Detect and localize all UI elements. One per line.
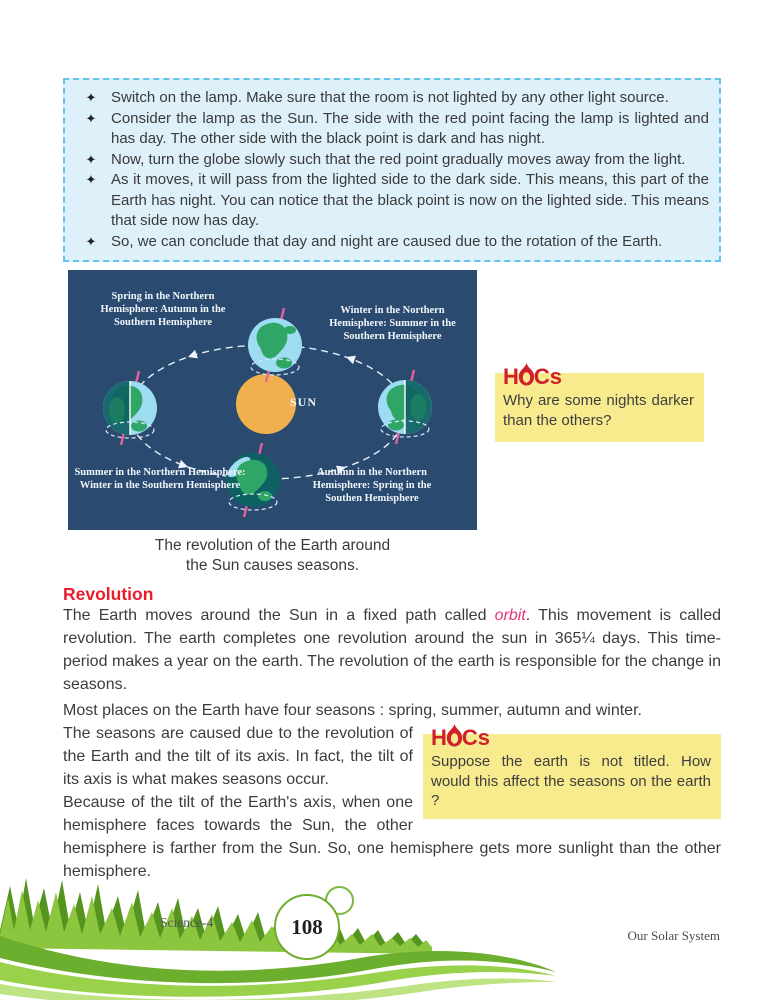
para1-before-orbit: The Earth moves around the Sun in a fixed path called	[63, 607, 495, 624]
season-label-bottom-right: Autumn in the Northern Hemisphere: Spring in the Southen Hemisphere	[312, 467, 432, 504]
orbit-keyword: orbit	[494, 607, 526, 624]
hocs-logo-cs: Cs	[461, 725, 491, 750]
section-heading-revolution: Revolution	[63, 584, 154, 604]
flame-icon	[446, 724, 463, 748]
hocs-logo-h: H	[503, 364, 519, 389]
bullet-text: Now, turn the globe slowly such that the red point gradually moves away from the light.	[111, 150, 686, 168]
hocs-logo	[431, 720, 711, 750]
diagram-caption	[68, 536, 477, 576]
hocs-logo	[503, 359, 694, 389]
paragraph-revolution-1	[63, 604, 721, 696]
seasons-text-block	[63, 699, 721, 883]
paragraph-tilt-effect: Because of the tilt of the Earth's axis, when one hemisphere faces towards the Sun, the other hemisphere is farther from the Sun. So, one hemisphere gets more sunlight than the other hemisphere.	[63, 794, 721, 880]
diamond-bullet-icon: ✦	[85, 90, 97, 105]
hocs-logo-cs: Cs	[533, 364, 563, 389]
hocs-question: Why are some nights darker than the others?	[503, 392, 694, 429]
paragraph-seasons-intro: Most places on the Earth have four seasons : spring, summer, autumn and winter.	[63, 702, 642, 719]
bullet-text: Consider the lamp as the Sun. The side with the red point facing the lamp is lighted and has day. The other side with the black point is dark and has night.	[111, 109, 709, 147]
diamond-bullet-icon: ✦	[85, 233, 97, 249]
list-item	[71, 88, 709, 109]
hocs-logo-h: H	[431, 725, 447, 750]
diamond-bullet-icon: ✦	[85, 172, 97, 187]
bullet-text: As it moves, it will pass from the lighted side to the dark side. This means, this part of the Earth has night. You can notice that the black point is now on the lighted side. This means that side now has day.	[111, 171, 709, 229]
list-item	[71, 170, 709, 232]
activity-instructions-box	[63, 78, 721, 262]
diamond-bullet-icon: ✦	[85, 151, 97, 167]
season-label-top-left: Spring in the Northern Hemisphere: Autumn in the Southern Hemisphere	[100, 291, 226, 328]
para1-after-orbit: . This movement is called revolution. The earth completes one revolution around the sun in 365¼ days. This time-period makes a year on the earth. The revolution of the earth is responsible for the change in seasons.	[63, 607, 721, 693]
list-item	[71, 232, 709, 253]
flame-icon	[518, 363, 535, 387]
page-number-badge: 108	[274, 894, 340, 960]
paragraph-seasons-cause: The seasons are caused due to the revolution of the Earth and the tilt of its axis. In fact, the tilt of its axis is what makes seasons occur.	[63, 725, 413, 788]
caption-line-1: The revolution of the Earth around	[154, 537, 391, 554]
bullet-text: Switch on the lamp. Make sure that the room is not lighted by any other light source.	[111, 89, 669, 106]
hocs-box-2	[423, 725, 721, 819]
hocs-question: Suppose the earth is not titled. How would this affect the seasons on the earth ?	[431, 753, 711, 809]
season-label-bottom-left: Summer in the Northern Hemisphere: Winter in the Southern Hemisphere	[74, 467, 246, 491]
footer-chapter-title: Our Solar System	[627, 928, 720, 943]
season-label-top-right: Winter in the Northern Hemisphere: Summer in the Southern Hemisphere	[329, 305, 456, 342]
sun-label: SUN	[290, 395, 318, 409]
hocs-box-1	[495, 364, 704, 442]
caption-line-2: the Sun causes seasons.	[185, 557, 360, 574]
list-item	[71, 150, 709, 171]
sun-graphic	[236, 374, 296, 434]
list-item	[71, 109, 709, 150]
seasons-diagram	[68, 270, 477, 530]
bullet-text: So, we can conclude that day and night are caused due to the rotation of the Earth.	[111, 232, 663, 250]
footer-book-title: Science-4	[160, 915, 214, 930]
diamond-bullet-icon: ✦	[85, 110, 97, 126]
